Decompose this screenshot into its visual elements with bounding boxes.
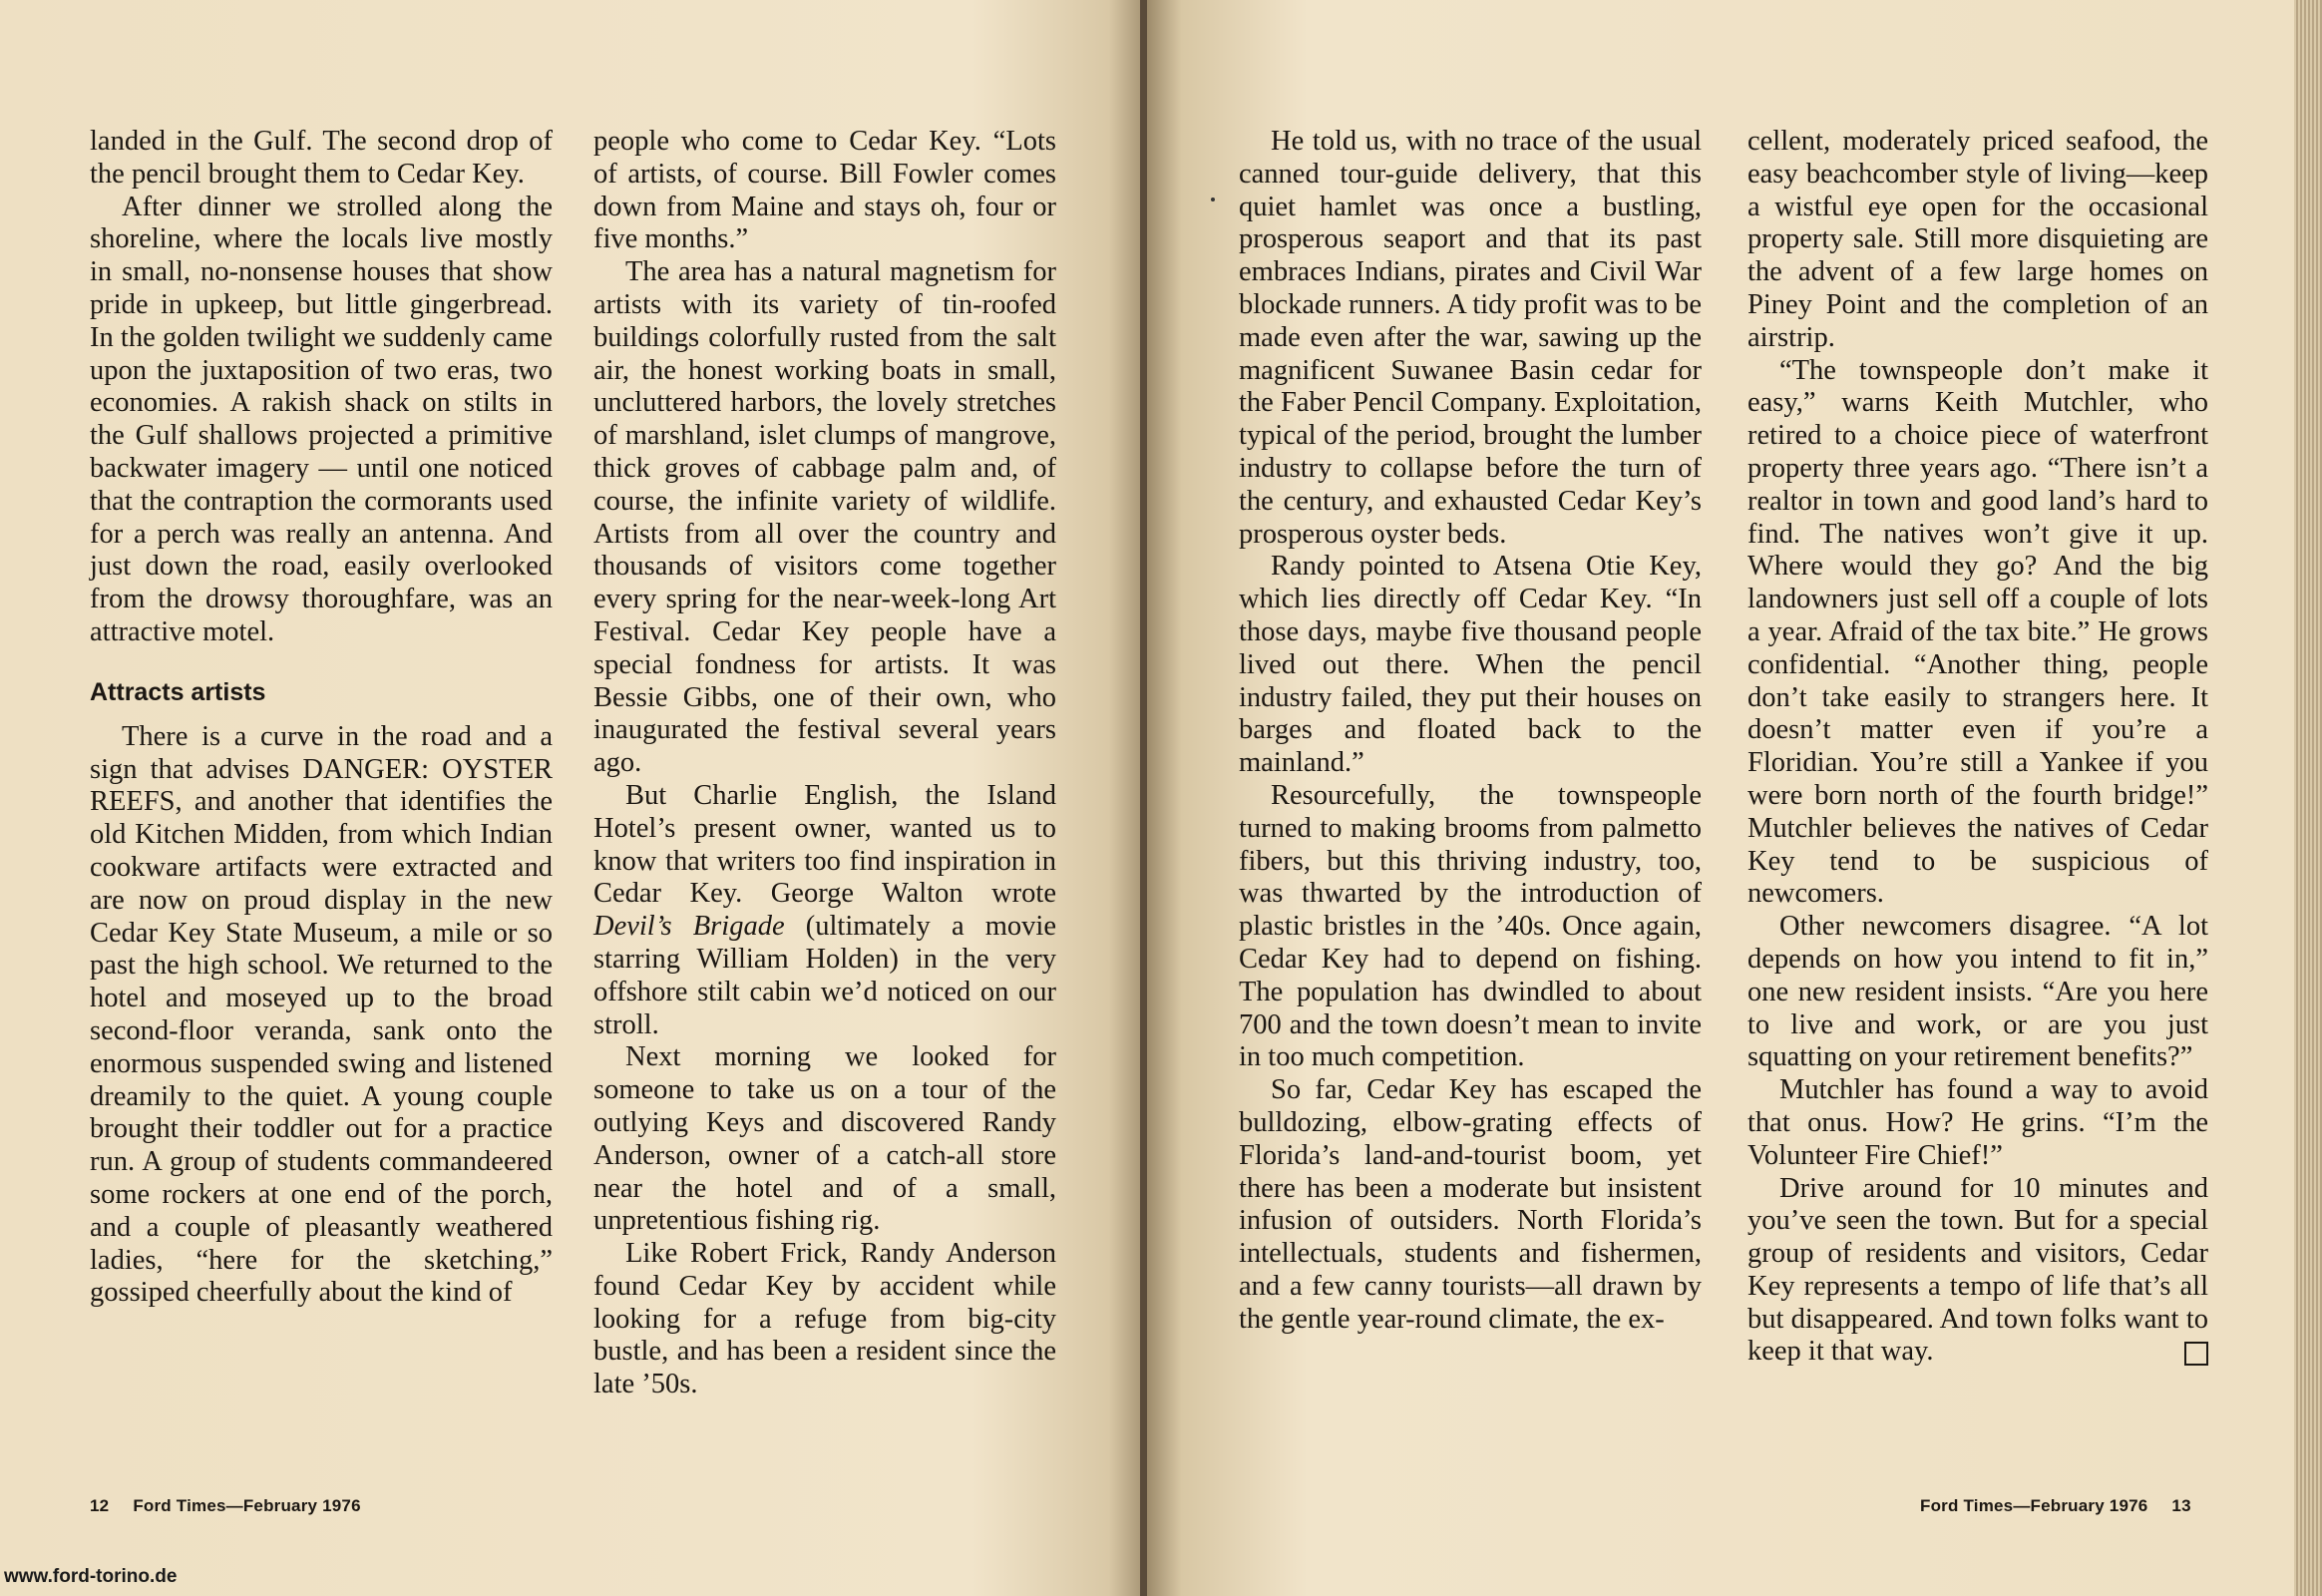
paragraph: Other newcomers disagree. “A lot depends on how you intend to fit in,” one new resident insists. “Are you here to live and work, or are you just squatting on your retirement benefits?” [1747,911,2208,1073]
paragraph [1747,1173,2208,1370]
paragraph: He told us, with no trace of the usual canned tour-guide delivery, that this quiet hamlet was once a bustling, prosperous seaport and that its past embraces Indians, pirates and Civil War blockade runners. A tidy profit was to be made even after the war, sawing up the magnificent Suwanee Basin cedar for the Faber Pencil Company. Exploitation, typical of the period, brought the lumber industry to collapse before the turn of the century, and exhausted Cedar Key’s prosperous oyster beds. [1239,126,1702,550]
text-span: (ultimately a movie starring William Holden) in the very offshore stilt cabin we’d noticed on our stroll. [593,911,1057,1040]
paragraph: Randy pointed to Atsena Otie Key, which lies directly off Cedar Key. “In those days, maybe five thousand people lived out there. When the pencil industry failed, they put their houses on barges and floated back to the mainland.” [1239,551,1702,779]
paragraph: Like Robert Frick, Randy Anderson found Cedar Key by accident while looking for a refuge from big-city bustle, and has been a resident since the late ’50s. [593,1238,1056,1400]
paragraph [593,780,1056,1041]
text-span: Drive around for 10 minutes and you’ve seen the town. But for a special group of residents and visitors, Cedar Key represents a tempo of life that’s all but disappeared. And town folks want to keep it that way. [1747,1172,2208,1368]
paragraph: landed in the Gulf. The second drop of the pencil brought them to Cedar Key. [90,126,553,190]
page-number: 13 [2171,1496,2191,1515]
column-1 [90,126,553,1310]
paragraph: people who come to Cedar Key. “Lots of artists, of course. Bill Fowler comes down from Maine and stays oh, four or five months.” [593,126,1056,255]
paragraph: Next morning we looked for someone to take us on a tour of the outlying Keys and discovered Randy Anderson, owner of a catch-all store near the hotel and of a small, unpretentious fishing rig. [593,1041,1056,1237]
page-edge [2294,0,2322,1596]
page-number: 12 [90,1496,110,1515]
paragraph: There is a curve in the road and a sign that advises DANGER: OYSTER REEFS, and another that identifies the old Kitchen Midden, from which Indian cookware artifacts were extracted and are now on proud display in the new Cedar Key State Museum, a mile or so past the high school. We returned to the hotel and moseyed up to the broad second-floor veranda, sank onto the enormous suspended swing and listened dreamily to the quiet. A young couple brought their toddler out for a practice run. A group of students commandeered some rockers at one end of the porch, and a couple of pleasantly weathered ladies, “here for the sketching,” gossiped cheerfully about the kind of [90,720,553,1309]
section-heading: Attracts artists [90,677,266,706]
end-mark-icon [2184,1342,2208,1366]
paragraph: Mutchler has found a way to avoid that onus. How? He grins. “I’m the Volunteer Fire Chief!” [1747,1074,2208,1171]
folio-text: Ford Times—February 1976 [1920,1496,2148,1515]
paragraph: The area has a natural magnetism for artists with its variety of tin-roofed buildings colorfully rusted from the salt air, the honest working boats in small, uncluttered harbors, the lovely stretches of marshland, islet clumps of mangrove, thick groves of cabbage palm and, of course, the infinite variety of wildlife. Artists from all over the country and thousands of visitors come together every spring for the near-week-long Art Festival. Cedar Key people have a special fondness for artists. It was Bessie Gibbs, one of their own, who inaugurated the festival several years ago. [593,256,1056,779]
text-span: But Charlie English, the Island Hotel’s present owner, wanted us to know that writers too find inspiration in Cedar Key. George Walton wrote [593,779,1056,910]
folio-left [90,1496,361,1516]
paragraph: “The townspeople don’t make it easy,” warns Keith Mutchler, who retired to a choice piece of waterfront property three years ago. “There isn’t a realtor in town and good land’s hard to find. The natives won’t give it up. Where would they go? And the big landowners just sell off a couple of lots a year. Afraid of the tax bite.” He grows confidential. “Another thing, people don’t take easily to strangers here. It doesn’t matter even if you’re a Floridian. You’re still a Yankee if you were born north of the fourth bridge!” Mutchler believes the natives of Cedar Key tend to be suspicious of newcomers. [1747,354,2208,910]
source-watermark: www.ford-torino.de [4,1566,178,1587]
margin-dot [1211,198,1215,201]
folio-text: Ford Times—February 1976 [133,1496,361,1515]
column-3 [1239,126,1702,1336]
column-4 [1747,126,2208,1369]
column-2 [593,126,1056,1401]
paragraph: Resourcefully, the townspeople turned to making brooms from palmetto fibers, but this thriving industry, too, was thwarted by the introduction of plastic bristles in the ’40s. Once again, Cedar Key had to depend on fishing. The population has dwindled to about 700 and the town doesn’t mean to invite in too much competition. [1239,779,1702,1073]
folio-right [1920,1496,2191,1516]
paragraph: After dinner we strolled along the shoreline, where the locals live mostly in small, no-nonsense houses that show pride in upkeep, but little gingerbread. In the golden twilight we suddenly came upon the juxtaposition of two eras, two economies. A rakish shack on stilts in the Gulf shallows projected a primitive backwater imagery — until one noticed that the contraption the cormorants used for a perch was really an antenna. And just down the road, easily overlooked from the drowsy thoroughfare, was an attractive motel. [90,191,553,647]
paragraph: So far, Cedar Key has escaped the bulldozing, elbow-grating effects of Florida’s land-and-tourist boom, yet there has been a moderate but insistent infusion of outsiders. North Florida’s intellectuals, students and fishermen, and a few canny tourists—all drawn by the gentle year-round climate, the ex- [1239,1074,1702,1335]
paragraph: cellent, moderately priced seafood, the easy beachcomber style of living—keep a wistful eye open for the occasional property sale. Still more disquieting are the advent of a few large homes on Piney Point and the completion of an airstrip. [1747,126,2208,353]
book-title: Devil’s Brigade [593,911,785,943]
